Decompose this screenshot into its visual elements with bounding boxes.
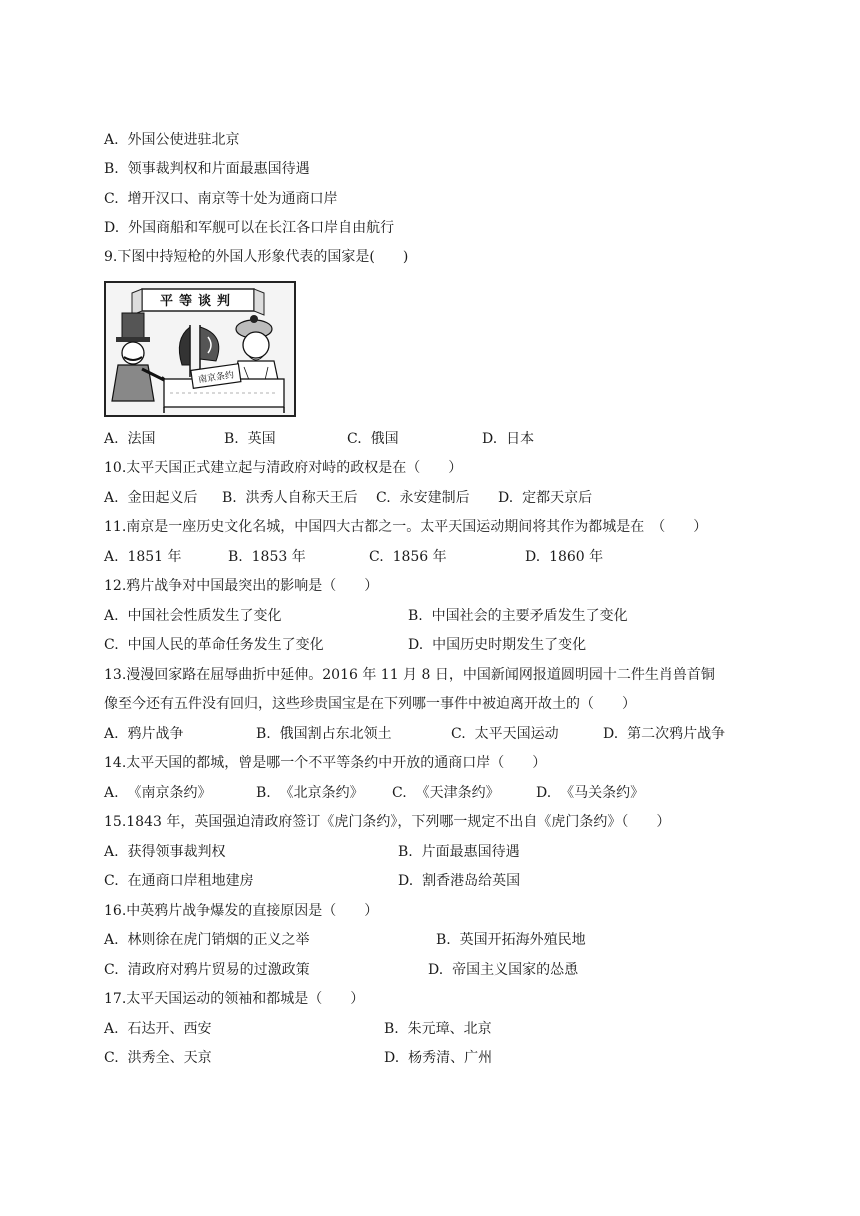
q8-option-a: A. 外国公使进驻北京	[104, 132, 240, 148]
q17-option-b: B. 朱元璋、北京	[384, 1021, 492, 1037]
q8-option-c: C. 增开汉口、南京等十处为通商口岸	[104, 191, 338, 207]
q9-option-a: A. 法国	[104, 431, 156, 447]
q11-option-a: A. 1851 年	[104, 549, 182, 565]
q15-option-a: A. 获得领事裁判权	[104, 844, 226, 860]
q16-option-c: C. 清政府对鸦片贸易的过激政策	[104, 962, 310, 978]
q15-option-b: B. 片面最惠国待遇	[398, 844, 520, 860]
q9-option-b: B. 英国	[224, 431, 276, 447]
q17-option-a: A. 石达开、西安	[104, 1021, 212, 1037]
q13-option-a: A. 鸦片战争	[104, 726, 184, 742]
q12-option-a: A. 中国社会性质发生了变化	[104, 608, 282, 624]
q17-stem: 17.太平天国运动的领袖和都城是（ ）	[104, 991, 365, 1007]
q11-option-d: D. 1860 年	[525, 549, 604, 565]
cartoon-image	[104, 281, 296, 417]
q15-option-d: D. 割香港岛给英国	[398, 873, 521, 889]
q13-option-c: C. 太平天国运动	[451, 726, 559, 742]
q14-option-c: C. 《天津条约》	[392, 785, 500, 801]
q14-stem: 14.太平天国的都城，曾是哪一个不平等条约中开放的通商口岸（ ）	[104, 755, 547, 771]
q16-option-d: D. 帝国主义国家的怂恿	[428, 962, 579, 978]
q10-option-c: C. 永安建制后	[376, 490, 470, 506]
q12-option-d: D. 中国历史时期发生了变化	[408, 637, 587, 653]
q11-stem: 11.南京是一座历史文化名城，中国四大古都之一。太平天国运动期间将其作为都城是在 （ ）	[104, 519, 708, 535]
cartoon-banner-text: 平等谈判	[159, 294, 237, 309]
q17-option-c: C. 洪秀全、天京	[104, 1050, 212, 1066]
q8-option-b: B. 领事裁判权和片面最惠国待遇	[104, 161, 310, 177]
q14-option-d: D. 《马关条约》	[536, 785, 645, 801]
q13-stem-line2: 像至今还有五件没有回归，这些珍贵国宝是在下列哪一事件中被迫离开故土的（ ）	[104, 696, 636, 712]
q9-option-d: D. 日本	[482, 431, 535, 447]
q16-option-b: B. 英国开拓海外殖民地	[436, 932, 586, 948]
q13-option-d: D. 第二次鸦片战争	[603, 726, 726, 742]
q16-stem: 16.中英鸦片战争爆发的直接原因是（ ）	[104, 903, 379, 919]
q11-option-b: B. 1853 年	[228, 549, 306, 565]
cartoon-document-text: 南京条约	[197, 370, 235, 386]
q10-option-a: A. 金田起义后	[104, 490, 198, 506]
q12-stem: 12.鸦片战争对中国最突出的影响是（ ）	[104, 578, 379, 594]
q12-option-b: B. 中国社会的主要矛盾发生了变化	[408, 608, 628, 624]
q16-option-a: A. 林则徐在虎门销烟的正义之举	[104, 932, 310, 948]
q17-option-d: D. 杨秀清、广州	[384, 1050, 493, 1066]
q10-option-d: D. 定都天京后	[498, 490, 593, 506]
q14-option-a: A. 《南京条约》	[104, 785, 212, 801]
q15-stem: 15.1843 年，英国强迫清政府签订《虎门条约》，下列哪一规定不出自《虎门条约》（ ）	[104, 814, 671, 830]
q11-option-c: C. 1856 年	[369, 549, 447, 565]
q9-stem: 9.下图中持短枪的外国人形象代表的国家是( )	[104, 249, 409, 265]
q10-option-b: B. 洪秀人自称天王后	[222, 490, 358, 506]
q12-option-c: C. 中国人民的革命任务发生了变化	[104, 637, 324, 653]
q8-option-d: D. 外国商船和军舰可以在长江各口岸自由航行	[104, 220, 395, 236]
q9-option-c: C. 俄国	[347, 431, 399, 447]
q15-option-c: C. 在通商口岸租地建房	[104, 873, 254, 889]
q10-stem: 10.太平天国正式建立起与清政府对峙的政权是在（ ）	[104, 460, 463, 476]
q14-option-b: B. 《北京条约》	[256, 785, 364, 801]
q13-stem-line1: 13.漫漫回家路在屈辱曲折中延伸。2016 年 11 月 8 日，中国新闻网报道圆明园十二件生肖兽首铜	[104, 667, 715, 683]
q13-option-b: B. 俄国割占东北领土	[256, 726, 392, 742]
